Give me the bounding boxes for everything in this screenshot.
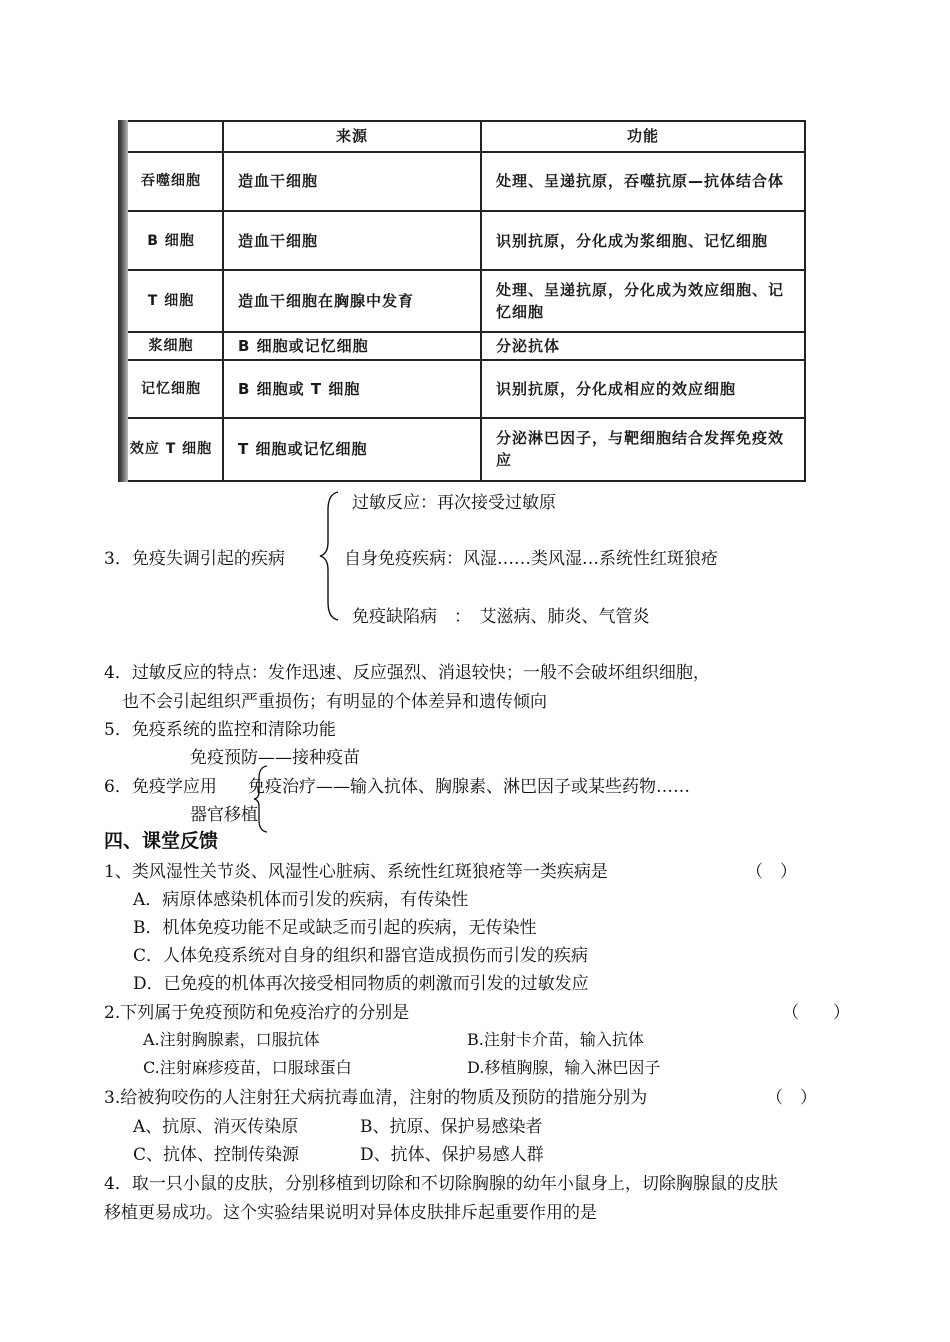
question-stem: 2.下列属于免疫预防和免疫治疗的分别是 [104, 1003, 410, 1023]
question-stem: 移植更易成功。这个实验结果说明对异体皮肤排斥起重要作用的是 [104, 1203, 597, 1223]
question-stem: 1、类风湿性关节炎、风湿性心脏病、系统性红斑狼疮等一类疾病是 [104, 862, 608, 882]
table-header-cell [119, 121, 223, 152]
section6-item: 免疫预防——接种疫苗 [190, 748, 360, 768]
table-row [119, 152, 805, 211]
table-header-cell: 来源 [223, 121, 481, 152]
answer-paren: （ ） [746, 862, 797, 882]
cell-name: 浆细胞 [119, 332, 223, 361]
cell-source: B 细胞或记忆细胞 [223, 332, 481, 361]
section4-line: 也不会引起组织严重损伤；有明显的个体差异和遗传倾向 [122, 692, 547, 712]
brace-icon [318, 490, 342, 622]
cell-function: 识别抗原，分化成为浆细胞、记忆细胞 [481, 211, 805, 270]
cell-function: 分泌淋巴因子，与靶细胞结合发挥免疫效应 [481, 418, 805, 481]
cell-source: B 细胞或 T 细胞 [223, 360, 481, 417]
section6-label: 6．免疫学应用 [104, 777, 217, 797]
answer-paren: （ ） [766, 1088, 817, 1108]
section3-item: 自身免疫疾病：风湿……类风湿…系统性红斑狼疮 [344, 549, 718, 569]
question-option: D.移植胸腺，输入淋巴因子 [467, 1058, 661, 1077]
question-option: D、抗体、保护易感人群 [360, 1145, 544, 1165]
section3-label: 3．免疫失调引起的疾病 [104, 549, 285, 569]
question-option: B.注射卡介苗，输入抗体 [467, 1030, 644, 1049]
question-option: B、抗原、保护易感染者 [360, 1117, 543, 1137]
table-row [119, 418, 805, 481]
cell-name: B 细胞 [119, 211, 223, 270]
cell-source: 造血干细胞在胸腺中发育 [223, 270, 481, 331]
cell-name: 效应 T 细胞 [119, 418, 223, 481]
section6-item: 器官移植 [190, 805, 258, 825]
cell-source: 造血干细胞 [223, 152, 481, 211]
cell-source: T 细胞或记忆细胞 [223, 418, 481, 481]
section4-line: 4．过敏反应的特点：发作迅速、反应强烈、消退较快；一般不会破坏组织细胞， [104, 663, 710, 683]
table-header-row [119, 121, 805, 152]
section-heading: 四、课堂反馈 [104, 830, 219, 852]
question-stem: 4．取一只小鼠的皮肤，分别移植到切除和不切除胸腺的幼年小鼠身上，切除胸腺鼠的皮肤 [104, 1174, 778, 1194]
table-row [119, 211, 805, 270]
table-row [119, 360, 805, 417]
cell-source: 造血干细胞 [223, 211, 481, 270]
table-header-cell: 功能 [481, 121, 805, 152]
answer-paren: （ ） [782, 1003, 850, 1023]
cell-function: 处理、呈递抗原，吞噬抗原—抗体结合体 [481, 152, 805, 211]
question-stem: 3.给被狗咬伤的人注射狂犬病抗毒血清，注射的物质及预防的措施分别为 [104, 1088, 648, 1108]
section6-item: 免疫治疗——输入抗体、胸腺素、淋巴因子或某些药物…… [248, 777, 690, 797]
question-option: C、抗体、控制传染源 [133, 1145, 300, 1165]
question-option: A．病原体感染机体而引发的疾病，有传染性 [133, 890, 469, 910]
section5-text: 5．免疫系统的监控和清除功能 [104, 720, 336, 740]
cell-name: T 细胞 [119, 270, 223, 331]
cell-function: 处理、呈递抗原，分化成为效应细胞、记忆细胞 [481, 270, 805, 331]
cell-name: 吞噬细胞 [119, 152, 223, 211]
cell-function: 识别抗原，分化成相应的效应细胞 [481, 360, 805, 417]
cell-function-table [118, 120, 806, 482]
table-row [119, 270, 805, 331]
question-option: A、抗原、消灭传染原 [133, 1117, 299, 1137]
table-row [119, 332, 805, 361]
scan-edge-shadow [118, 120, 128, 482]
question-option: A.注射胸腺素，口服抗体 [143, 1030, 320, 1049]
question-option: D．已免疫的机体再次接受相同物质的刺激而引发的过敏发应 [133, 974, 589, 994]
question-option: C．人体免疫系统对自身的组织和器官造成损伤而引发的疾病 [133, 946, 589, 966]
section3-item: 过敏反应：再次接受过敏原 [352, 493, 556, 513]
question-option: C.注射麻疹疫苗，口服球蛋白 [143, 1058, 352, 1077]
cell-function: 分泌抗体 [481, 332, 805, 361]
question-option: B．机体免疫功能不足或缺乏而引起的疾病，无传染性 [133, 918, 537, 938]
section3-item: 免疫缺陷病 ： 艾滋病、肺炎、气管炎 [352, 607, 650, 627]
cell-name: 记忆细胞 [119, 360, 223, 417]
